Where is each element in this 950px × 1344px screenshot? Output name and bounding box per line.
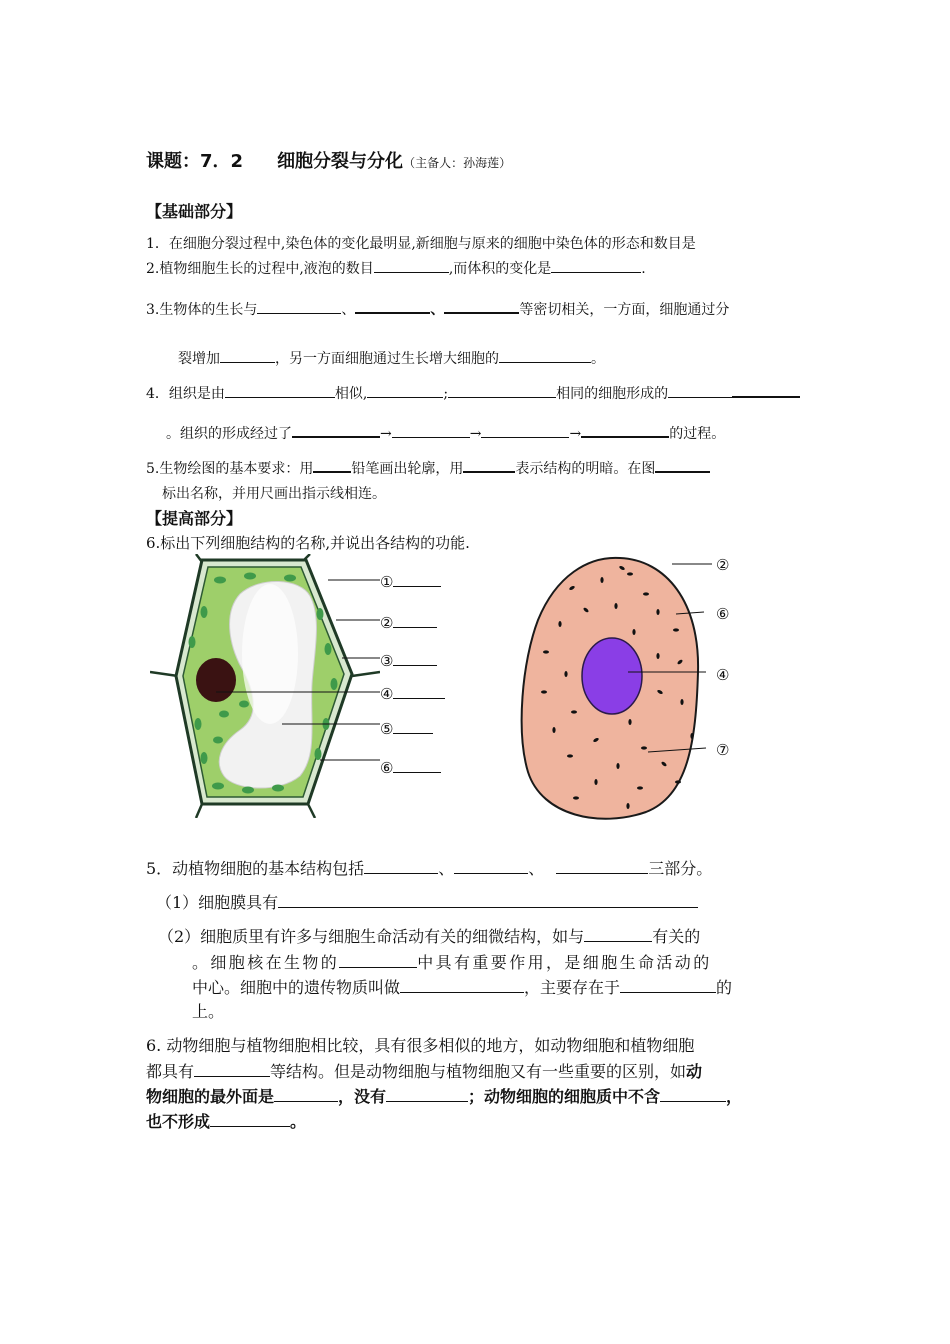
question-6-title: 6.标出下列细胞结构的名称,并说出各结构的功能. bbox=[146, 534, 470, 552]
blank[interactable] bbox=[194, 1060, 270, 1077]
question-5-line1: 5.生物绘图的基本要求：用 铅笔画出轮廓，用 表示结构的明暗。在图 bbox=[146, 458, 710, 479]
blank[interactable] bbox=[313, 458, 351, 473]
plant-label-1: ① bbox=[380, 573, 441, 591]
adv-question-5-2d: 上。 bbox=[192, 1002, 225, 1021]
blank[interactable] bbox=[655, 458, 710, 473]
blank[interactable] bbox=[620, 976, 716, 993]
blank[interactable] bbox=[463, 458, 515, 473]
neighbor-cell-wall bbox=[150, 672, 178, 676]
blank[interactable] bbox=[732, 383, 800, 398]
plant-label-5: ⑤ bbox=[380, 720, 433, 738]
question-1: 1．在细胞分裂过程中,染色体的变化最明显,新细胞与原来的细胞中染色体的形态和数目是 bbox=[146, 236, 696, 252]
blank[interactable] bbox=[225, 384, 335, 398]
blank[interactable] bbox=[454, 857, 528, 874]
blank[interactable] bbox=[660, 1085, 726, 1102]
adv-question-5-2c: 中心。细胞中的遗传物质叫做 ，主要存在于 的 bbox=[192, 978, 733, 997]
animal-label-6: ⑥ bbox=[716, 605, 730, 623]
question-3-line1: 3.生物体的生长与 、 、 等密切相关，一方面，细胞通过分 bbox=[146, 299, 729, 320]
plant-label-3: ③ bbox=[380, 652, 437, 670]
blank[interactable] bbox=[393, 573, 441, 587]
blank[interactable] bbox=[581, 423, 669, 438]
title-prefix: 课题：7．2 bbox=[146, 151, 244, 172]
blank[interactable] bbox=[444, 299, 519, 314]
plant-label-4: ④ bbox=[380, 685, 445, 703]
animal-label-7: ⑦ bbox=[716, 741, 730, 759]
blank[interactable] bbox=[367, 384, 443, 398]
blank[interactable] bbox=[584, 925, 652, 942]
blank[interactable] bbox=[374, 259, 449, 273]
question-5-line2: 标出名称，并用尺画出指示线相连。 bbox=[162, 486, 386, 502]
adv-question-5-2a: （2）细胞质里有许多与细胞生命活动有关的细微结构，如与 有关的 bbox=[158, 927, 701, 946]
blank[interactable] bbox=[355, 299, 430, 314]
blank[interactable] bbox=[556, 857, 648, 874]
blank[interactable] bbox=[448, 384, 556, 398]
basic-heading: 【基础部分】 bbox=[146, 202, 243, 221]
page-title bbox=[146, 151, 511, 174]
plant-cell-diagram bbox=[150, 554, 380, 818]
blank[interactable] bbox=[400, 976, 524, 993]
nucleus bbox=[582, 638, 642, 714]
blank[interactable] bbox=[278, 891, 698, 908]
blank[interactable] bbox=[393, 652, 437, 666]
blank[interactable] bbox=[393, 614, 437, 628]
blank[interactable] bbox=[668, 384, 732, 398]
blank[interactable] bbox=[551, 259, 641, 273]
adv-question-5-1: （1）细胞膜具有 bbox=[156, 891, 698, 914]
blank[interactable] bbox=[393, 759, 441, 773]
title-name: 细胞分裂与分化 bbox=[277, 151, 404, 172]
plant-label-6: ⑥ bbox=[380, 759, 441, 777]
adv-question-6-line3: 物细胞的最外面是 ，没有 ；动物细胞的细胞质中不含 ， bbox=[146, 1087, 743, 1106]
animal-cell-diagram bbox=[516, 552, 716, 824]
advanced-heading: 【提高部分】 bbox=[146, 509, 243, 528]
blank[interactable] bbox=[386, 1085, 468, 1102]
blank[interactable] bbox=[210, 1110, 290, 1127]
blank[interactable] bbox=[481, 424, 569, 438]
title-note: （主备人：孙海莲） bbox=[403, 156, 512, 170]
question-4-line2: 。组织的形成经过了 → → → 的过程。 bbox=[166, 423, 725, 444]
animal-label-4: ④ bbox=[716, 666, 730, 684]
nucleus bbox=[196, 658, 236, 702]
question-3-line2: 裂增加 ，另一方面细胞通过生长增大细胞的 。 bbox=[178, 351, 605, 367]
blank[interactable] bbox=[339, 951, 417, 968]
adv-question-6-line2: 都具有 等结构。但是动物细胞与植物细胞又有一些重要的区别，如动 bbox=[146, 1062, 703, 1081]
blank[interactable] bbox=[499, 349, 591, 363]
adv-question-6-line1: 6. 动物细胞与植物细胞相比较，具有很多相似的地方，如动物细胞和植物细胞 bbox=[146, 1036, 695, 1055]
blank[interactable] bbox=[292, 423, 380, 438]
blank[interactable] bbox=[364, 857, 438, 874]
blank[interactable] bbox=[220, 349, 275, 363]
blank[interactable] bbox=[392, 424, 470, 438]
blank[interactable] bbox=[393, 720, 433, 734]
blank[interactable] bbox=[393, 685, 445, 699]
adv-question-5-2b: 。细胞核在生物的 中具有重要作用，是细胞生命活动的 bbox=[192, 953, 712, 972]
animal-label-2: ② bbox=[716, 556, 730, 574]
question-2: 2.植物细胞生长的过程中,液泡的数目 ,而体积的变化是 . bbox=[146, 261, 646, 277]
adv-question-6-line4: 也不形成 。 bbox=[146, 1112, 307, 1131]
adv-question-5: 5．动植物细胞的基本结构包括 、 、 三部分。 bbox=[146, 859, 713, 878]
blank[interactable] bbox=[257, 300, 341, 314]
question-4-line1: 4．组织是由 相似, ; 相同的细胞形成的 bbox=[146, 383, 800, 404]
plant-label-2: ② bbox=[380, 614, 437, 632]
blank[interactable] bbox=[274, 1085, 338, 1102]
